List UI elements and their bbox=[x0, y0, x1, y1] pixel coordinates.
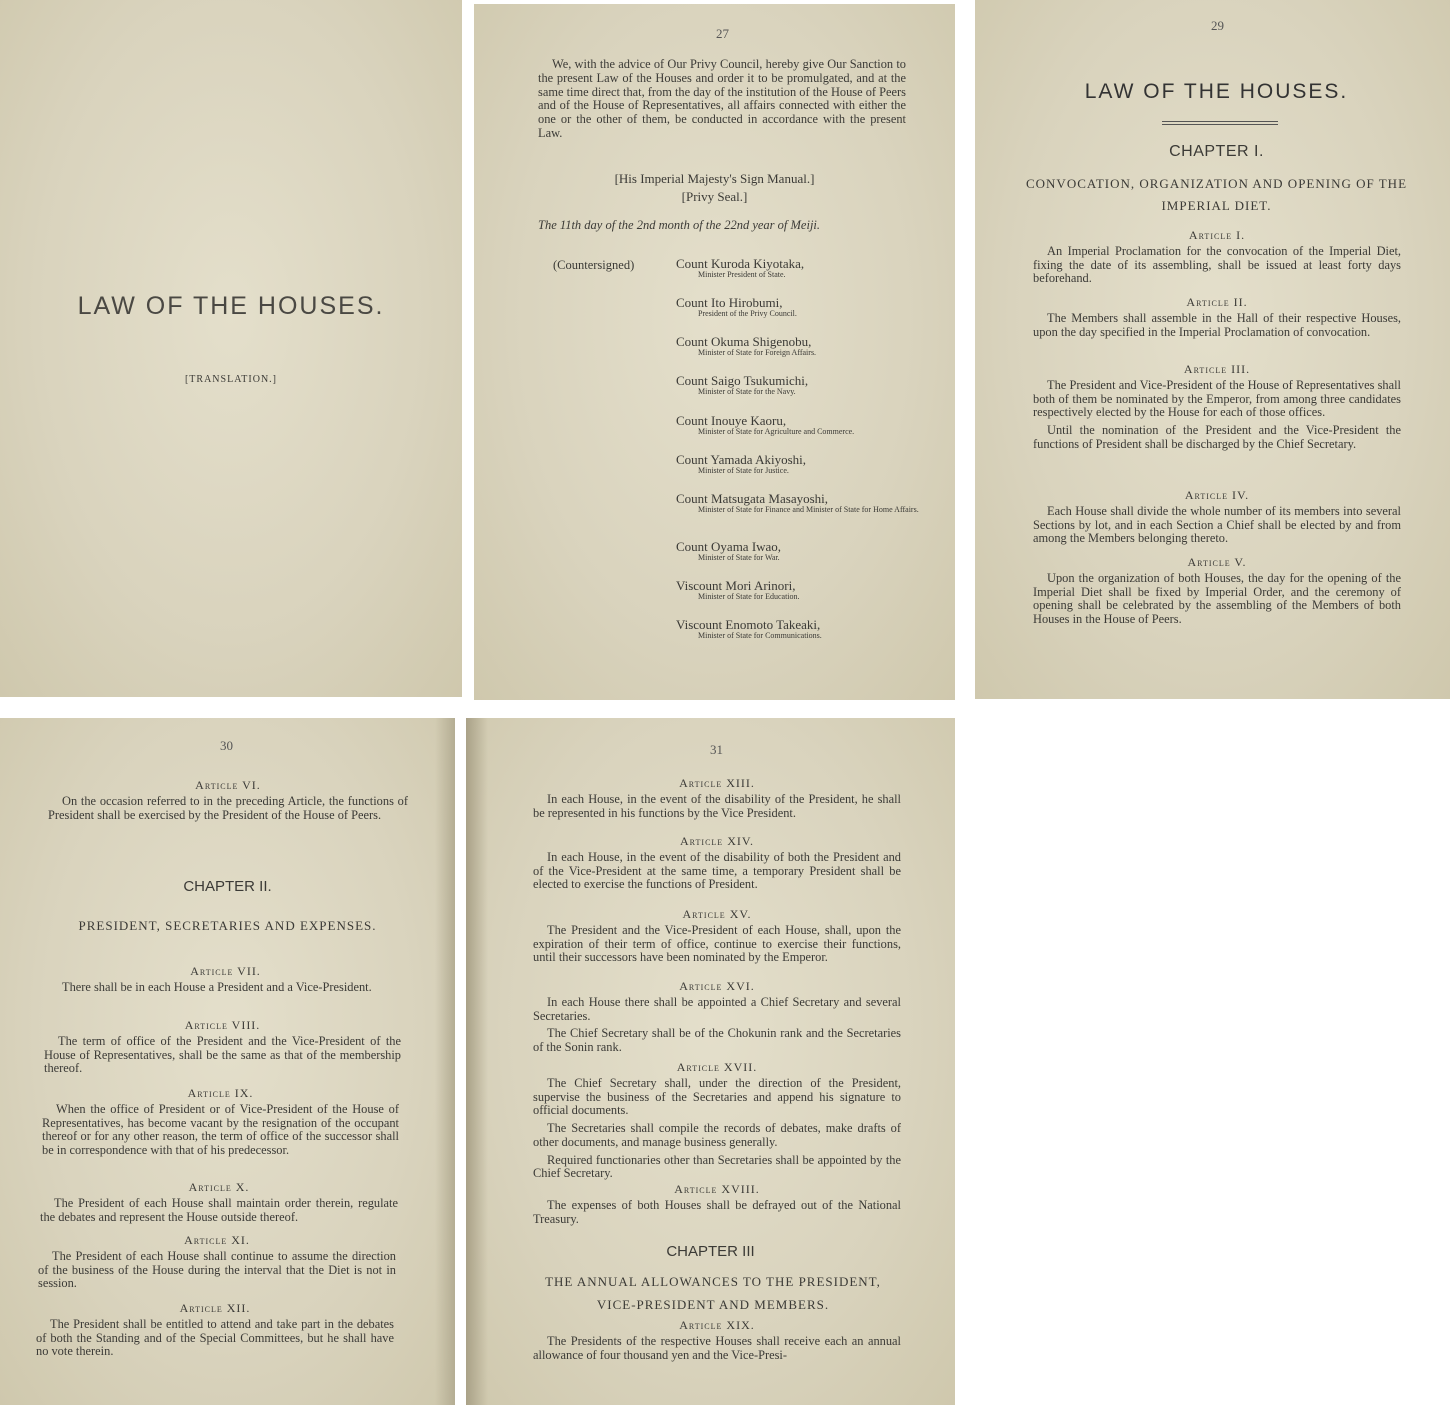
page-30 bbox=[0, 718, 455, 1405]
translation-note: [TRANSLATION.] bbox=[184, 374, 278, 385]
chapter-title: PRESIDENT, SECRETARIES AND EXPENSES. bbox=[78, 918, 377, 933]
article: Article XVIII. The expenses of both Houses shall be defrayed out of the National Treasury. bbox=[533, 1182, 901, 1226]
page-number: 30 bbox=[220, 738, 233, 753]
article: Article XI. The President of each House shall continue to assume the direction of the business of the House during the interval that the Diet is not in session. bbox=[38, 1233, 396, 1291]
article: Article IV. Each House shall divide the whole number of its members into several Sections by lot, and in each Section a Chief shall be elected by and from among the Members belonging thereto. bbox=[1033, 488, 1401, 546]
page-31 bbox=[466, 718, 955, 1405]
chapter-title: CONVOCATION, ORGANIZATION AND OPENING OF THE IMPERIAL DIET. bbox=[1025, 176, 1408, 213]
sign-block bbox=[474, 170, 955, 206]
article: Article X. The President of each House shall maintain order therein, regulate the debates and represent the House outside thereof. bbox=[40, 1180, 398, 1224]
article: Article XVII. The Chief Secretary shall, under the direction of the President, supervise the business of the Secretaries and append his signature to official documents. The Secretaries shall compile the records of debates, make drafts of other documents, and manage business generally. Required functionaries other than Secretaries shall be appointed by the Chief Secretary. bbox=[533, 1060, 901, 1181]
chapter-heading: CHAPTER I. bbox=[1169, 143, 1264, 160]
page-number: 27 bbox=[716, 26, 729, 41]
countersigned-label: (Countersigned) bbox=[553, 258, 635, 272]
signer: Count Inouye Kaoru, Minister of State for Agriculture and Commerce. bbox=[676, 413, 855, 436]
article: Article XIX. The Presidents of the respective Houses shall receive each an annual allowance of four thousand yen and the Vice-Presi- bbox=[533, 1318, 901, 1362]
signer: Viscount Mori Arinori, Minister of State for Education. bbox=[676, 578, 800, 601]
signer: Count Oyama Iwao, Minister of State for War. bbox=[676, 539, 782, 562]
article: Article XVI. In each House there shall be appointed a Chief Secretary and several Secretaries. The Chief Secretary shall be of the Chokunin rank and the Secretaries of the Sonin rank. bbox=[533, 979, 901, 1055]
privy-seal: [Privy Seal.] bbox=[681, 189, 748, 204]
chapter-title: THE ANNUAL ALLOWANCES TO THE PRESIDENT, VICE-PRESIDENT AND MEMBERS. bbox=[545, 1274, 881, 1312]
article: Article VII. There shall be in each House a President and a Vice-President. bbox=[62, 964, 372, 994]
page-gutter bbox=[435, 718, 455, 1405]
chapter-heading: CHAPTER III bbox=[666, 1243, 755, 1260]
sanction-paragraph: We, with the advice of Our Privy Council, hereby give Our Sanction to the present Law of the Houses and order it to be promulgated, and at the same time direct that, from the day of the institution of the House of Peers and of the House of Representatives, all affairs connected with either the one or the other of them, be conducted in accordance with the present Law. bbox=[538, 57, 906, 140]
article: Article XII. The President shall be entitled to attend and take part in the debates of both the Standing and of the Special Committees, but he shall have no vote therein. bbox=[36, 1301, 394, 1359]
signer: Count Yamada Akiyoshi, Minister of State for Justice. bbox=[676, 452, 807, 475]
page-title: LAW OF THE HOUSES. bbox=[77, 292, 385, 320]
article: Article VIII. The term of office of the President and the Vice-President of the House of Representatives, shall be the same as that of the membership thereof. bbox=[44, 1018, 401, 1076]
signer: Count Ito Hirobumi, President of the Privy Council. bbox=[676, 295, 797, 318]
article: Article IX. When the office of President or of Vice-President of the House of Representatives, has become vacant by the resignation of the occupant thereof or for any other reason, the term of office of the successor shall be in correspondence with that of his predecessor. bbox=[42, 1086, 399, 1158]
date-line: The 11th day of the 2nd month of the 22nd year of Meiji. bbox=[538, 218, 821, 232]
page-27 bbox=[474, 4, 955, 700]
article: Article I. An Imperial Proclamation for the convocation of the Imperial Diet, fixing the date of its assembling, shall be issued at least forty days beforehand. bbox=[1033, 228, 1401, 286]
signer: Count Saigo Tsukumichi, Minister of State for the Navy. bbox=[676, 373, 809, 396]
chapter-heading: CHAPTER II. bbox=[183, 878, 272, 895]
page-29 bbox=[975, 0, 1450, 699]
article: Article XV. The President and the Vice-President of each House, shall, upon the expiration of their term of office, continue to exercise their functions, until their successors have been nominated by the Emperor. bbox=[533, 907, 901, 965]
signer: Viscount Enomoto Takeaki, Minister of State for Communications. bbox=[676, 617, 822, 640]
title-rule bbox=[1162, 121, 1278, 125]
page-gutter bbox=[466, 718, 488, 1405]
page-title: LAW OF THE HOUSES. bbox=[1084, 80, 1349, 103]
article: Article XIV. In each House, in the event of the disability of both the President and of the Vice-President at the same time, a temporary President shall be elected to exercise the functions of President. bbox=[533, 834, 901, 892]
article: Article VI. On the occasion referred to in the preceding Article, the functions of President shall be exercised by the President of the House of Peers. bbox=[48, 778, 408, 822]
article: Article XIII. In each House, in the event of the disability of the President, he shall be represented in his functions by the Vice President. bbox=[533, 776, 901, 820]
page-number: 31 bbox=[710, 742, 723, 757]
signer: Count Kuroda Kiyotaka, Minister President of State. bbox=[676, 256, 805, 279]
sign-manual: [His Imperial Majesty's Sign Manual.] bbox=[614, 171, 815, 186]
page-number: 29 bbox=[1211, 18, 1224, 33]
page-title-leaf bbox=[0, 0, 462, 697]
signer: Count Matsugata Masayoshi, Minister of State for Finance and Minister of State for Home Affairs. bbox=[676, 491, 919, 514]
article: Article V. Upon the organization of both Houses, the day for the opening of the Imperial Diet shall be fixed by Imperial Order, and the ceremony of opening shall be celebrated by the assembling of the Members of both Houses in the House of Peers. bbox=[1033, 555, 1401, 627]
article: Article III. The President and Vice-President of the House of Representatives shall both of them be nominated by the Emperor, from among three candidates respectively elected by the House for each of those offices. Until the nomination of the President and the Vice-President the functions of President shall be discharged by the Chief Secretary. bbox=[1033, 362, 1401, 451]
signer: Count Okuma Shigenobu, Minister of State for Foreign Affairs. bbox=[676, 334, 817, 357]
article: Article II. The Members shall assemble in the Hall of their respective Houses, upon the day specified in the Imperial Proclamation of convocation. bbox=[1033, 295, 1401, 339]
